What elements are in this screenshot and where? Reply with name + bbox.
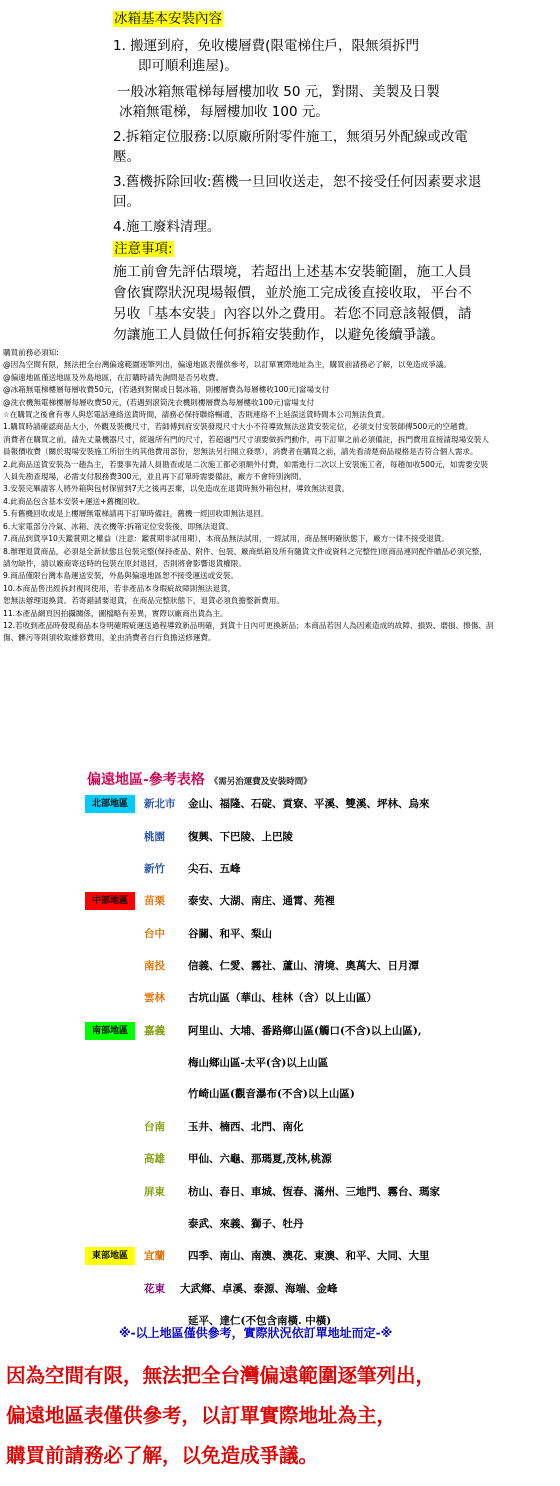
note-line: 4.此商品包含基本安裝+運送+舊機回收。 — [3, 496, 145, 506]
region-label: 東部地區 — [85, 1247, 135, 1265]
area-list: 大武鄉、卓溪、泰源、海端、金峰 — [180, 1283, 338, 1295]
region-label — [85, 1085, 135, 1103]
warning-line-3: 購買前請務必了解，以免造成爭議。 — [6, 1444, 319, 1467]
city-label: 嘉義 — [144, 1025, 165, 1037]
region-label: 北部地區 — [85, 795, 135, 813]
install-item2: 2.拆箱定位服務:以原廠所附零件施工，無須另外配線或改電壓。 — [113, 129, 468, 165]
notice-heading: 注意事項: — [114, 241, 173, 257]
region-label — [85, 1150, 135, 1168]
area-list: 泰武、來義、獅子、牡丹 — [188, 1218, 304, 1230]
table-title — [87, 769, 312, 789]
note-line: 10.本商品售出經拆封視同使用，若非產品本身瑕疵故障則無法退貨， — [3, 583, 236, 593]
warning-line-2: 偏遠地區表僅供參考，以訂單實際地址為主， — [6, 1404, 397, 1427]
region-label — [85, 1280, 135, 1298]
table-subtitle: 《需另治運費及安裝時間》 — [209, 777, 312, 787]
area-list: 信義、仁愛、霧社、蘆山、清境、奧萬大、日月潭 — [188, 960, 419, 972]
install-item3: 3.舊機拆除回收:舊機一旦回收送走，恕不接受任何因素要求退回。 — [113, 174, 482, 210]
area-list: 玉井、楠西、北門、南化 — [188, 1121, 304, 1133]
note-line: 11.本產品網頁因拍攝關係，圖檔略有差異，實際以廠商出貨為主。 — [3, 608, 228, 618]
region-label — [85, 989, 135, 1007]
note-line: 7.商品到貨享10天鑑賞期之權益（注意：鑑賞期非試用期），本商品無法試用，一經試用，商品無明確狀態下，廠方一律不接受退貨。 — [3, 534, 449, 544]
area-list: 谷關、和平、梨山 — [188, 928, 272, 940]
area-list: 四季、南山、南澳、澳花、東澳、和平、大同、大里 — [188, 1250, 430, 1262]
area-list: 尖石、五峰 — [188, 863, 241, 875]
install-heading: 冰箱基本安裝內容 — [114, 11, 222, 27]
install-item1-line2: 即可順利進屋)。 — [138, 58, 238, 74]
note-line: @洗衣機無電梯樓層每層收費50元，(若遇到滾筒洗衣機則樓層費為每層樓收100元)當場支付 — [3, 397, 315, 407]
area-list: 延平、達仁(不包含南橫. 中橫) — [188, 1315, 332, 1327]
note-line: 消費者在購買之前，請先丈量機器尺寸，經過所有門的尺寸，若超過門尺寸須要做拆門動作，再下訂單之前必須備註，拆門費用直接請現場安裝人 — [3, 434, 489, 444]
city-label: 南投 — [144, 960, 165, 972]
note-line: 1.購買時請確認商品大小，外觀及裝機尺寸，若師傅到府安裝發現尺寸大小不符導致無法送貨安裝定位，必須支付安裝師傅500元的空趟費。 — [3, 422, 473, 432]
city-label: 宜蘭 — [144, 1250, 165, 1262]
region-label — [85, 925, 135, 943]
region-label — [85, 1183, 135, 1201]
install-section — [113, 0, 483, 346]
install-item4: 4.施工廢料清理。 — [113, 219, 221, 235]
region-label — [85, 860, 135, 878]
install-item1-line3: 一般冰箱無電梯每層樓加收 50 元，對開、美製及日製 — [117, 84, 440, 100]
city-label: 雲林 — [144, 992, 165, 1004]
note-line: @因為空間有限，無法把全台灣偏遠範圍逐筆列出，偏遠地區表僅供參考，以訂單實際地址為主，購買前請務必了解，以免造成爭議。 — [3, 360, 452, 370]
city-label: 台中 — [144, 928, 165, 940]
region-label: 南部地區 — [85, 1022, 135, 1040]
table-note: ※-以上地區僅供參考，實際狀況依訂單地址而定-※ — [119, 1326, 393, 1340]
install-item1-line4: 冰箱無電梯，每層樓加收 100 元。 — [119, 104, 329, 120]
area-list: 甲仙、六龜、那瑪夏,茂林,桃源 — [188, 1153, 332, 1165]
warning-line-1: 因為空間有限，無法把全台灣偏遠範圍逐筆列出， — [6, 1364, 436, 1387]
notice-text: 施工前會先評估環境，若超出上述基本安裝範圍，施工人員會依實際狀況現場報價，並於施工完成後直接收取，平台不另收「基本安裝」內容以外之費用。若您不同意該報價，請勿讓施工人員做任何拆箱安裝動作，以避免後續爭議。 — [113, 264, 472, 343]
area-list: 阿里山、大埔、番路鄉山區(觸口(不含)以上山區), — [188, 1025, 422, 1037]
note-line: 9.商品僅限台灣本島運送安裝，外島與偏遠地區恕不接受運送或安裝。 — [3, 571, 239, 581]
note-line: 恕無法辦理退換貨。若寄錯請要退貨，在商品完整狀態下，退貨必須負擔整新費用。 — [3, 596, 284, 606]
note-line: 請勿缺件，請以廠商寄送時的包裝在原封退回，否則將會影響退貨權限。 — [3, 558, 246, 568]
note-line: 3.安裝完畢請客人將外箱與包材保留到7天之後再丟棄，以免造成在退貨時無外箱包材，導致無法退貨。 — [3, 484, 350, 494]
region-label — [85, 1215, 135, 1233]
region-label — [85, 1054, 135, 1072]
note-line: 傷、髒污等則須收取維修費用，並由消費者自行負擔送修運費。 — [3, 633, 216, 643]
note-line: 購買前務必須知: — [3, 348, 59, 357]
area-list: 古坑山區（華山、桂林（含）以上山區） — [188, 992, 377, 1004]
city-label: 新竹 — [144, 863, 165, 875]
area-list: 復興、下巴陵、上巴陵 — [188, 831, 293, 843]
city-label: 屏東 — [144, 1186, 165, 1198]
note-line: 員報價收費（關於現場安裝施工所衍生的其他費用部份，恕無法另行開立發票），消費者在購買之前，請先看清楚商品規格是否符合個人需求。 — [3, 447, 478, 457]
city-label: 苗栗 — [144, 895, 165, 907]
region-label — [85, 957, 135, 975]
region-label — [85, 828, 135, 846]
table-title-text: 偏遠地區-參考表格 — [87, 772, 205, 788]
area-list: 枋山、春日、車城、恆春、滿州、三地門、霧台、瑪家 — [188, 1186, 440, 1198]
city-label: 花東 — [144, 1283, 165, 1295]
city-label: 新北市 — [144, 798, 176, 810]
area-list: 泰安、大湖、南庄、通霄、苑裡 — [188, 895, 335, 907]
note-line: 6.大家電部分冷氣、冰箱、洗衣機等:拆箱定位安裝後，即無法退貨。 — [3, 521, 234, 531]
purchase-notes — [3, 347, 557, 645]
note-line: 5.有舊機回收或是上樓層無電梯請再下訂單時備註，舊機一經回收即無法退回。 — [3, 509, 269, 519]
city-label: 桃園 — [144, 831, 165, 843]
city-label: 台南 — [144, 1121, 165, 1133]
area-list: 竹崎山區(觀音瀑布(不含)以上山區) — [188, 1088, 355, 1100]
region-label — [85, 1118, 135, 1136]
note-line: 2.此商品送貨安裝為一趟為主，若要事先請人員勘查或是二次施工都必須額外付費，如需進行二次以上安裝施工者，每趟加收500元，如需要安裝 — [3, 459, 488, 469]
city-label: 高雄 — [144, 1153, 165, 1165]
area-list: 金山、福隆、石碇、貢寮、平溪、雙溪、坪林、烏來 — [188, 798, 430, 810]
install-item1-line1: 1. 搬運到府，免收樓層費(限電梯住戶，限無須拆門 — [113, 38, 419, 54]
note-line: 人員先勘查現場，必需支付服務費300元，並且再下訂單時需要備註，廠方不會特別詢問。 — [3, 472, 307, 482]
region-label: 中部地區 — [85, 892, 135, 910]
note-line: 12.若收到產品時發現商品本身明確瑕疵運送過程導致新品明確，到貨十日內可更換新品；本商品若因人為因素造成的故障、損毀、磨損、擦傷、刮 — [3, 620, 494, 630]
note-line: 8.辦理退貨商品，必須是全新狀態且包裝完整(保持產品、附件、包裝、廠商紙箱及所有隨貨文件或資料之完整性)原商品連同配件贈品必須完整， — [3, 546, 487, 556]
note-line: ☆在購買之後會有專人與您電話連絡送貨時間，請務必保持聯絡暢通，否則連絡不上延誤送貨時間本公司無法負責。 — [3, 410, 390, 420]
note-line: @偏遠地區僅送地區及外島地區，在訂購時請先詢問是否另收費。 — [3, 372, 224, 382]
area-list: 梅山鄉山區-太平(含)以上山區 — [188, 1057, 329, 1069]
note-line: @冰箱無電梯樓層每層收費50元，(若遇到對開或日製冰箱，則樓層費為每層樓收100元)當場支付 — [3, 385, 330, 395]
